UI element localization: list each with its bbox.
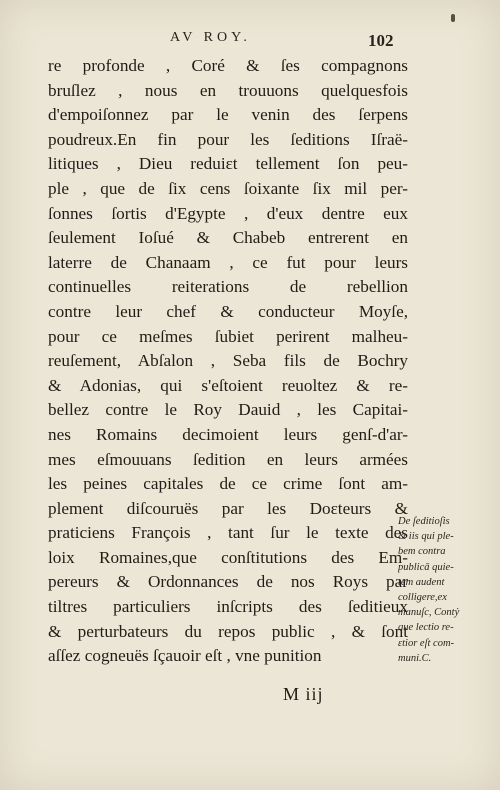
text-line: continuelles reiterations de rebellion [48,277,408,297]
text-line: plement diſcouruës par les Doɛteurs & [48,498,408,518]
signature-mark: M iij [283,684,324,704]
text-line: & perturbateurs du repos public , & ſont [48,621,408,641]
text-line: nes Romains decimoient leurs genſ-d'ar- [48,424,408,444]
text-line: bruſlez , nous en trouuons quelquesfois [48,80,408,100]
text-line: reuſement, Abſalon , Seba fils de Bochry [48,351,408,371]
text-line: contre leur chef & conducteur Moyſe, [48,301,408,321]
margin-note-line: bem contra [398,546,446,558]
margin-note [398,514,488,666]
margin-note-line: muni.C. [398,652,432,664]
text-line: litiques , Dieu reduiɛt tellement ſon peu- [48,154,408,174]
ink-speck [451,14,455,22]
margin-note-line: tem audent [398,576,445,588]
margin-note-line: que lectio re- [398,622,454,634]
margin-note-line: De ſeditioſis [398,516,450,527]
body-text [48,54,408,669]
text-line: les peines capitales de ce crime ſont am- [48,474,408,494]
text-line: re profonde , Coré & ſes compagnons [48,56,408,75]
running-head: AV ROY. [170,30,251,45]
text-line: ple , que de ſix cens ſoixante ſix mil per- [48,178,408,198]
text-line: bellez contre le Roy Dauid , les Capitai- [48,400,408,420]
text-line: d'empoiſonnez par le venin des ſerpens [48,105,408,125]
text-line: pereurs & Ordonnances de nos Roys par [48,572,408,592]
text-line: pour ce meſmes ſubiet perirent malheu- [48,326,408,346]
text-line: mes eſmouuans ſedition en leurs armées [48,449,408,469]
text-line: aſſez cogneuës ſçauoir eſt , vne punition [48,646,322,666]
text-line: & Adonias, qui s'eſtoient reuoltez & re- [48,375,408,395]
margin-note-line: colligere,ex [398,591,447,603]
text-line: poudreux.En fin pour les ſeditions Iſraë- [48,129,408,149]
margin-note-line: & iis qui ple- [398,531,454,543]
page-number: 102 [368,31,394,50]
text-line: tiltres particuliers inſcripts des ſeditieux [48,597,408,617]
text-line: ſeulement Ioſué & Chabeb entrerent en [48,228,408,248]
margin-note-line: ɛtior eſt com- [398,637,455,649]
text-line: ſonnes ſortis d'Egypte , d'eux dentre eux [48,203,408,223]
margin-note-line: publicā quie- [398,561,454,573]
text-line: praticiens François , tant ſur le texte des [48,523,408,543]
margin-note-line: manuſc, Contẏ [398,607,460,619]
text-line: laterre de Chanaam , ce fut pour leurs [48,252,408,272]
text-line: loix Romaines,que conſtitutions des Em- [48,547,408,567]
